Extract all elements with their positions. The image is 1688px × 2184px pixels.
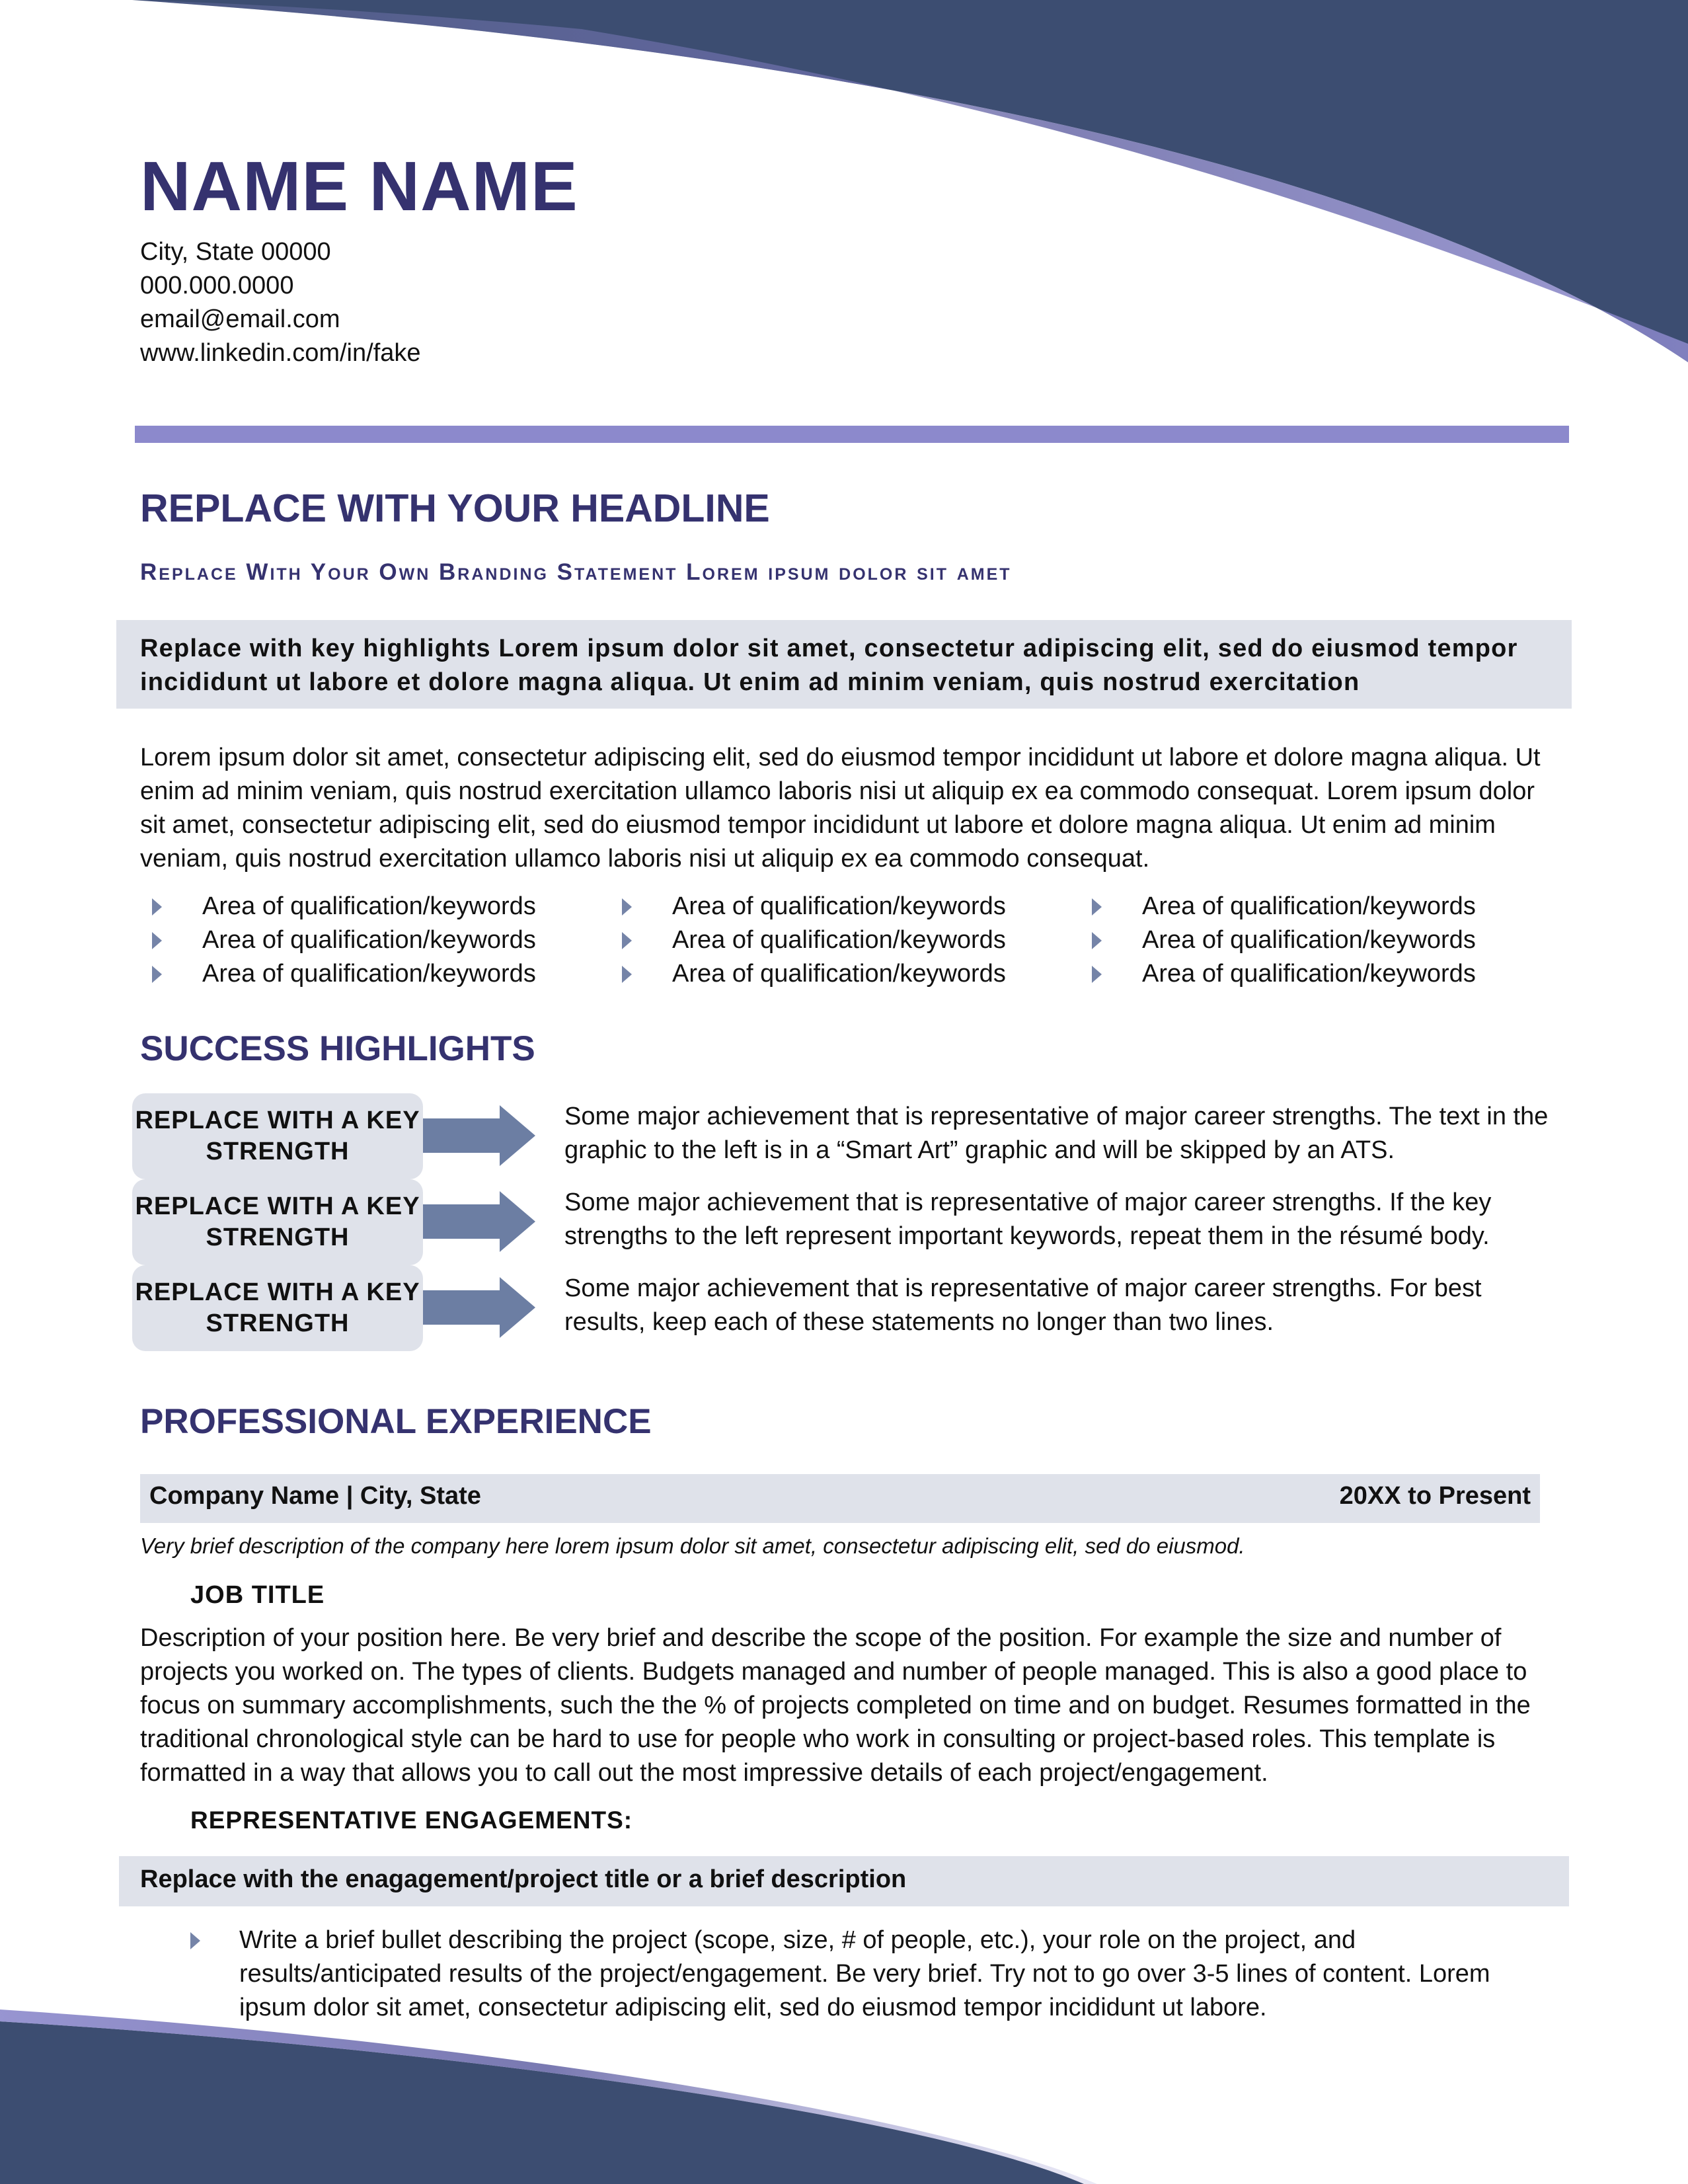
bullet-triangle-icon [152, 898, 162, 916]
key-highlights-band [116, 620, 1572, 709]
success-highlight-row [132, 1179, 1560, 1265]
key-highlights-text: Replace with key highlights Lorem ipsum dolor sit amet, consectetur adipiscing elit, sed do eiusmod tempor incididunt ut labore et dolore magna aliqua. Ut enim ad minim veniam, quis nostrud exercitation [140, 635, 1518, 696]
success-highlight-row [132, 1265, 1560, 1351]
bullet-triangle-icon [622, 932, 632, 949]
achievement-text: Some major achievement that is representative of major career strengths. The text in the graphic to the left is in a “Smart Art” graphic and will be skipped by an ATS. [564, 1103, 1549, 1164]
summary-paragraph: Lorem ipsum dolor sit amet, consectetur adipiscing elit, sed do eiusmod tempor incididunt ut labore et dolore magna aliqua. Ut enim ad minim veniam, quis nostrud exercitation ullamco laboris nisi ut aliquip ex ea commodo consequat. Lorem ipsum dolor sit amet, consectetur adipiscing elit, sed do eiusmod tempor incididunt ut labore et dolore magna aliqua. Ut enim ad minim veniam, quis nostrud exercitation ullamco laboris nisi ut aliquip ex ea commodo consequat. [140, 744, 1541, 873]
contact-linkedin: www.linkedin.com/in/fake [140, 339, 421, 367]
contact-email: email@email.com [140, 305, 340, 333]
company-name-location: Company Name | City, State [149, 1482, 481, 1510]
employment-dates: 20XX to Present [1339, 1482, 1531, 1510]
engagement-title-band [119, 1856, 1569, 1906]
keyword-item: Area of qualification/keywords [610, 890, 1073, 923]
company-header-band [140, 1474, 1540, 1523]
keyword-item: Area of qualification/keywords [1080, 957, 1543, 991]
bullet-triangle-icon [1092, 932, 1102, 949]
bullet-triangle-icon [1092, 966, 1102, 983]
achievement-text: Some major achievement that is representative of major career strengths. For best results, keep each of these statements no longer than two lines. [564, 1274, 1482, 1336]
arrow-right-icon [423, 1105, 535, 1166]
keyword-item: Area of qualification/keywords [610, 923, 1073, 957]
keyword-item: Area of qualification/keywords [140, 957, 603, 991]
headline: REPLACE WITH YOUR HEADLINE [140, 487, 770, 530]
key-strength-box: REPLACE WITH A KEY STRENGTH [132, 1179, 423, 1265]
header-divider [135, 426, 1569, 443]
contact-phone: 000.000.0000 [140, 272, 294, 299]
arrow-right-icon [423, 1277, 535, 1338]
bullet-triangle-icon [190, 1932, 200, 1949]
keyword-item: Area of qualification/keywords [140, 890, 603, 923]
success-highlight-row [132, 1093, 1560, 1179]
keyword-item: Area of qualification/keywords [1080, 890, 1543, 923]
keyword-item: Area of qualification/keywords [1080, 923, 1543, 957]
contact-city-state: City, State 00000 [140, 238, 331, 266]
keyword-column-1 [140, 890, 603, 991]
keyword-column-3 [1080, 890, 1543, 991]
key-strength-box: REPLACE WITH A KEY STRENGTH [132, 1265, 423, 1351]
contact-block [140, 235, 421, 370]
job-description: Description of your position here. Be very brief and describe the scope of the position. For example the size and number of projects you worked on. The types of clients. Budgets managed and number of people managed. This is also a good place to focus on summary accomplishments, such the the % of projects completed on time and on budget. Resumes formatted in the traditional chronological style can be hard to use for people who work in consulting or project-based roles. This template is formatted in a way that allows you to call out the most impressive details of each project/engagement. [140, 1624, 1531, 1787]
representative-engagements-label: REPRESENTATIVE ENGAGEMENTS: [190, 1807, 633, 1834]
bullet-triangle-icon [622, 898, 632, 916]
arrow-right-icon [423, 1191, 535, 1252]
keyword-column-2 [610, 890, 1073, 991]
candidate-name: NAME NAME [140, 147, 578, 225]
keyword-item: Area of qualification/keywords [140, 923, 603, 957]
bullet-triangle-icon [622, 966, 632, 983]
bullet-triangle-icon [152, 932, 162, 949]
key-strength-box: REPLACE WITH A KEY STRENGTH [132, 1093, 423, 1179]
engagement-title: Replace with the enagagement/project title or a brief description [140, 1865, 907, 1893]
job-title: JOB TITLE [190, 1581, 325, 1609]
bullet-triangle-icon [1092, 898, 1102, 916]
branding-statement: Replace With Your Own Branding Statement Lorem ipsum dolor sit amet [140, 559, 1012, 585]
experience-title: PROFESSIONAL EXPERIENCE [140, 1402, 652, 1441]
keyword-item: Area of qualification/keywords [610, 957, 1073, 991]
bullet-triangle-icon [152, 966, 162, 983]
engagement-bullet-text: Write a brief bullet describing the project (scope, size, # of people, etc.), your role on the project, and results/anticipated results of the project/engagement. Be very brief. Try not to go over 3-5 lines of content. Lorem ipsum dolor sit amet, consectetur adipiscing elit, sed do eiusmod tempor incididunt ut labore. [239, 1926, 1490, 2021]
success-highlights-title: SUCCESS HIGHLIGHTS [140, 1029, 535, 1068]
achievement-text: Some major achievement that is representative of major career strengths. If the key strengths to the left represent important keywords, repeat them in the résumé body. [564, 1189, 1492, 1250]
company-description: Very brief description of the company here lorem ipsum dolor sit amet, consectetur adipiscing elit, sed do eiusmod. [140, 1534, 1245, 1558]
